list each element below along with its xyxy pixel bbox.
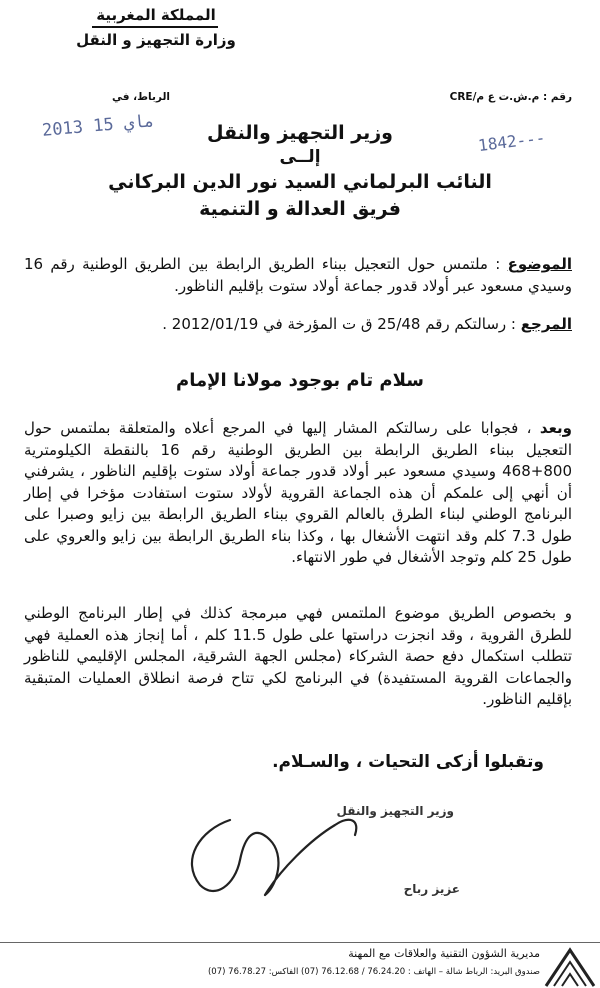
footer-divider — [0, 942, 600, 943]
sender-title: وزير التجهيز والنقل — [207, 122, 393, 144]
body-paragraph-1 — [24, 418, 572, 569]
body-intro: وبعد — [539, 419, 572, 437]
signatory-name: عزيز رباح — [403, 882, 460, 896]
reference-text: : رسالتكم رقم 25/48 ق ت المؤرخة في 2012/01/19 . — [162, 315, 516, 333]
ministry-heading: وزارة التجهيز و النقل — [76, 31, 236, 49]
kingdom-heading: المملكة المغربية — [96, 6, 216, 24]
date-stamp: 2013 15 ماي — [41, 111, 156, 141]
recipient-name: النائب البرلماني السيد نور الدين البركاني — [108, 171, 492, 193]
place-date-line: الرباط، في — [112, 91, 171, 103]
body-paragraph-1-text: ، فجوابا على رسالتكم المشار إليها في المرجع أعلاه والمتعلقة بملتمس حول التعجيل ببناء الطريق الرابطة بين الطريق الوطنية رقم 16 بالنقطة الكيلومترية 800+468 وسيدي مسعود عبر أولاد قدور جماعة أولاد ستوت بإقليم الناظور ، يشرفني أن أنهي إلى علمكم أن هذه الجماعة القروية لأولاد ستوت استفادت مؤخرا في إطار البرنامج الوطني لبناء الطرق بالعالم القروي ببناء الطريق الرابطة بين زايو وصبرا على طول 7.3 كلم وقد انتهت الأشغال بها ، وكذا بناء الطريق الرابطة بين زايو والعروي على طول 25 كلم وتوجد الأشغال في طور الانتهاء. — [24, 419, 573, 566]
body-paragraph-2: و بخصوص الطريق موضوع الملتمس فهي مبرمجة كذلك في إطار البرنامج الوطني للطرق القروية ، وقد انجزت دراستها على طول 11.5 كلم ، أما إنجاز هذه العملية فهي تتطلب استكمال دفع حصة الشركاء (مجلس الجهة الشرقية، المجلس الإقليمي للناظور والجماعات القروية المستفيدة) في البرنامج لكي تتاح فرصة انطلاق العمليات المتبقية بإقليم الناظور. — [24, 604, 572, 708]
reference-label: المرجع — [520, 315, 572, 333]
footer-directorate: مديرية الشؤون التقنية والعلاقات مع المهنة — [348, 947, 540, 960]
to-label: إلــى — [279, 147, 321, 167]
footer-contact: صندوق البريد: الرباط شالة – الهاتف : 76.24.20 / 76.12.68 (07) الفاكس: 76.78.27 (07) — [207, 967, 540, 977]
signature-title: وزير التجهيز والنقل — [336, 804, 454, 818]
recipient-team: فريق العدالة و التنمية — [199, 198, 401, 220]
subject-text: : ملتمس حول التعجيل ببناء الطريق الرابطة بين الطريق الوطنية رقم 16 وسيدي مسعود عبر أولاد قدور جماعة أولاد ستوت بإقليم الناظور. — [24, 255, 572, 295]
handwritten-signature — [160, 800, 380, 910]
subject-label: الموضوع — [507, 255, 572, 273]
reference-number: رقم : م.ش.ت ع م/CRE — [449, 91, 572, 103]
registration-number-stamp: 1842--- — [477, 127, 547, 156]
greeting: سلام تام بوجود مولانا الإمام — [176, 370, 424, 391]
header-underline — [92, 26, 218, 28]
subject-line — [24, 253, 572, 297]
closing-salutation: وتقبلوا أزكى التحيات ، والسـلام. — [272, 752, 544, 772]
ministry-logo — [542, 944, 598, 988]
reference-line — [24, 313, 572, 335]
